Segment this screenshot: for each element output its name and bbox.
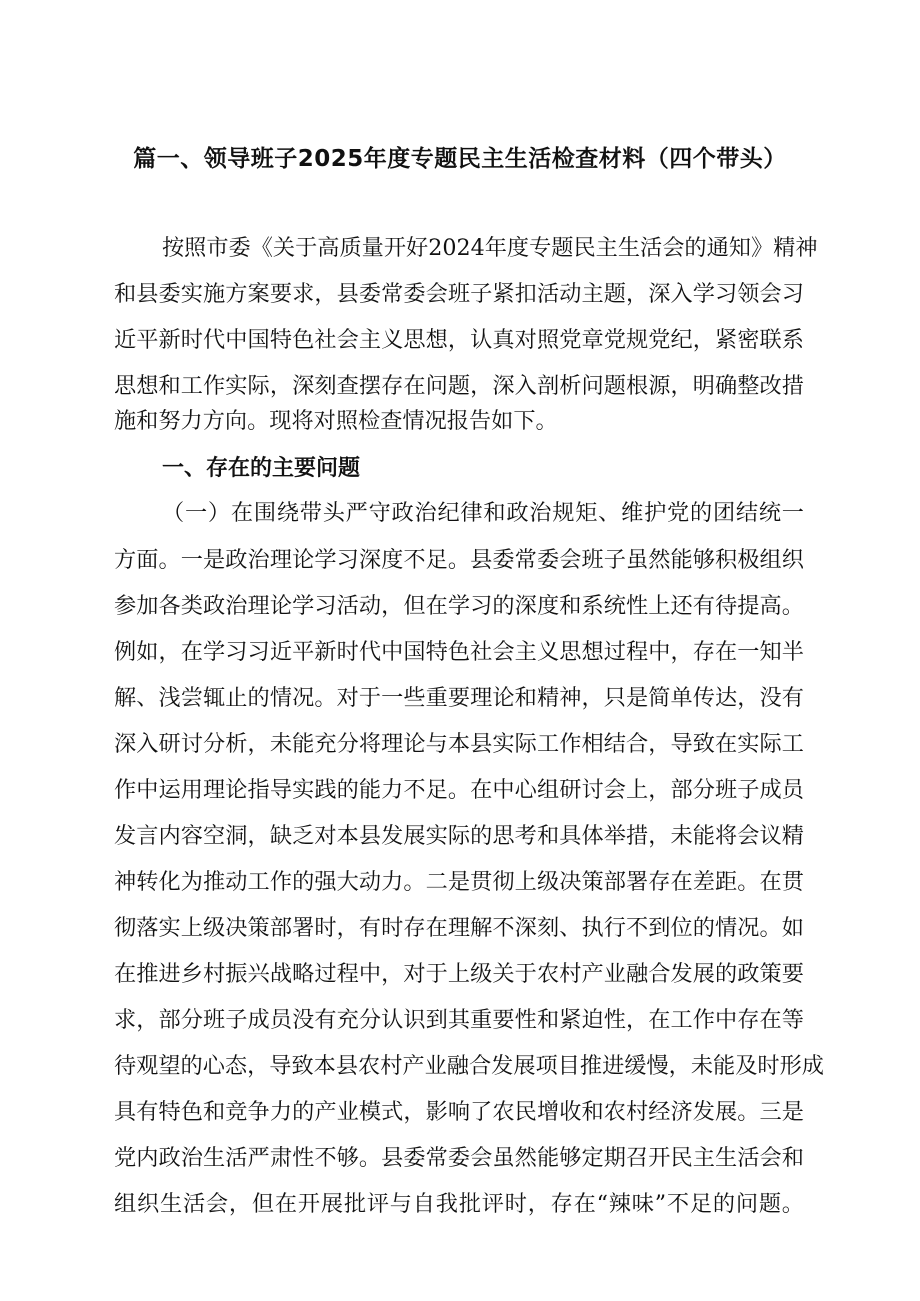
intro-line: 按照市委《关于高质量开好2024年度专题民主生活会的通知》精神 xyxy=(162,235,818,261)
body-line: 作中运用理论指导实践的能力不足。在中心组研讨会上，部分班子成员 xyxy=(114,777,804,803)
body-line: 神转化为推动工作的强大动力。二是贯彻上级决策部署存在差距。在贯 xyxy=(114,869,804,895)
intro-line: 施和努力方向。现将对照检查情况报告如下。 xyxy=(114,408,558,434)
body-line: 求，部分班子成员没有充分认识到其重要性和紧迫性，在工作中存在等 xyxy=(114,1007,804,1033)
body-line: 党内政治生活严肃性不够。县委常委会虽然能够定期召开民主生活会和 xyxy=(114,1145,804,1171)
intro-line: 近平新时代中国特色社会主义思想，认真对照党章党规党纪，紧密联系 xyxy=(114,327,804,353)
body-line: 待观望的心态，导致本县农村产业融合发展项目推进缓慢，未能及时形成 xyxy=(114,1053,824,1079)
body-line: 深入研讨分析，未能充分将理论与本县实际工作相结合，导致在实际工 xyxy=(114,731,804,757)
body-line: 发言内容空洞，缺乏对本县发展实际的思考和具体举措，未能将会议精 xyxy=(114,823,804,849)
section-heading: 一、存在的主要问题 xyxy=(162,456,361,481)
body-line: 具有特色和竞争力的产业模式，影响了农民增收和农村经济发展。三是 xyxy=(114,1099,804,1125)
intro-line: 思想和工作实际，深刻查摆存在问题，深入剖析问题根源，明确整改措 xyxy=(114,373,804,399)
body-line: 组织生活会，但在开展批评与自我批评时，存在“辣味”不足的问题。 xyxy=(114,1191,804,1217)
body-line: 参加各类政治理论学习活动，但在学习的深度和系统性上还有待提高。 xyxy=(114,593,804,619)
body-line: 方面。一是政治理论学习深度不足。县委常委会班子虽然能够积极组织 xyxy=(114,547,804,573)
body-line: （一）在围绕带头严守政治纪律和政治规矩、维护党的团结统一 xyxy=(162,500,804,526)
body-line: 彻落实上级决策部署时，有时存在理解不深刻、执行不到位的情况。如 xyxy=(114,915,804,941)
body-line: 在推进乡村振兴战略过程中，对于上级关于农村产业融合发展的政策要 xyxy=(114,961,804,987)
body-line: 例如，在学习习近平新时代中国特色社会主义思想过程中，存在一知半 xyxy=(114,639,804,665)
intro-line: 和县委实施方案要求，县委常委会班子紧扣活动主题，深入学习领会习 xyxy=(114,281,804,307)
document-title: 篇一、领导班子2025年度专题民主生活检查材料（四个带头） xyxy=(133,146,787,172)
body-line: 解、浅尝辄止的情况。对于一些重要理论和精神，只是简单传达，没有 xyxy=(114,685,804,711)
